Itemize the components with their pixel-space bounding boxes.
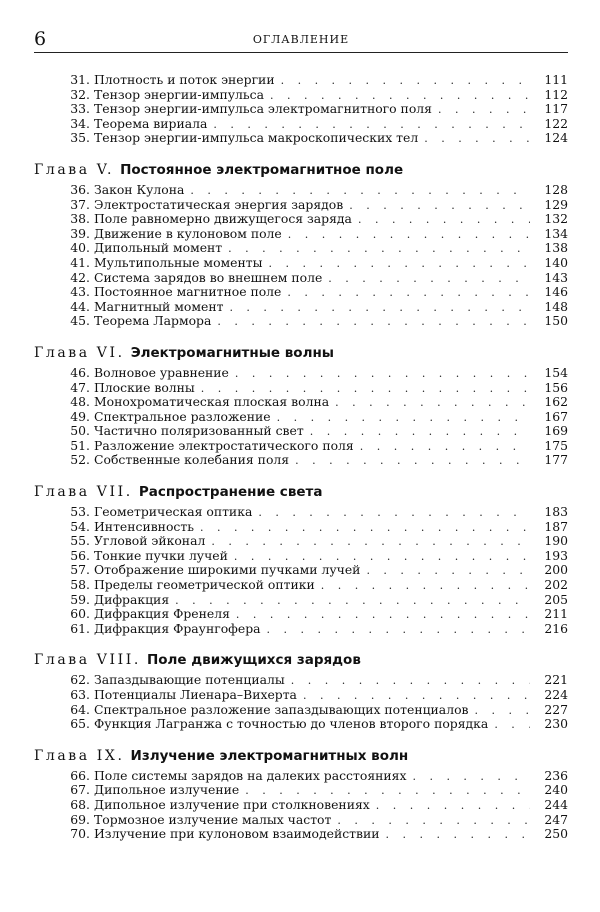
entry-number: 44. bbox=[70, 298, 90, 314]
toc-entry[interactable] bbox=[34, 688, 568, 703]
entry-page: 224 bbox=[544, 687, 568, 702]
toc-entry[interactable] bbox=[34, 578, 568, 593]
entry-number: 37. bbox=[70, 196, 90, 212]
running-head: ОГЛАВЛЕНИЕ bbox=[252, 33, 350, 46]
entry-number: 69. bbox=[70, 811, 90, 827]
entry-number: 45. bbox=[70, 313, 90, 329]
dot-leader bbox=[438, 103, 530, 118]
entry-number: 41. bbox=[70, 254, 90, 270]
chapter-label: Глава IX. bbox=[34, 747, 125, 764]
entry-number: 34. bbox=[70, 115, 90, 131]
entry-title: Поле равномерно движущегося заряда bbox=[94, 211, 352, 227]
entry-page: 154 bbox=[544, 364, 568, 380]
entry-page: 187 bbox=[544, 518, 568, 534]
dot-leader bbox=[349, 199, 530, 214]
chapter-label: Глава V. bbox=[34, 161, 115, 178]
dot-leader bbox=[258, 506, 530, 521]
entry-title: Дипольное излучение bbox=[94, 782, 240, 798]
entry-number: 66. bbox=[70, 767, 90, 783]
entry-page: 240 bbox=[544, 782, 568, 798]
toc-entry[interactable] bbox=[34, 622, 568, 637]
entry-title: Монохроматическая плоская волна bbox=[94, 394, 330, 410]
toc-entry[interactable] bbox=[34, 241, 568, 256]
entry-title: Отображение широкими пучками лучей bbox=[94, 562, 361, 578]
page-header bbox=[34, 28, 568, 53]
toc-entry[interactable] bbox=[34, 314, 568, 329]
entry-page: 193 bbox=[544, 547, 568, 563]
entry-page: 200 bbox=[544, 562, 568, 578]
toc-entry[interactable] bbox=[34, 212, 568, 227]
toc-entry[interactable] bbox=[34, 520, 568, 535]
entry-page: 236 bbox=[544, 767, 568, 783]
dot-leader bbox=[360, 440, 530, 455]
entry-number: 39. bbox=[70, 225, 90, 241]
entry-title: Плоские волны bbox=[94, 379, 195, 395]
entry-number: 55. bbox=[70, 533, 90, 549]
entry-title: Угловой эйконал bbox=[94, 533, 206, 549]
toc-entry[interactable] bbox=[34, 593, 568, 608]
entry-page: 167 bbox=[544, 408, 568, 424]
entry-page: 183 bbox=[544, 504, 568, 520]
entry-page: 112 bbox=[544, 86, 568, 102]
chapter-heading bbox=[34, 159, 568, 182]
entry-number: 67. bbox=[70, 782, 90, 798]
entry-page: 122 bbox=[544, 115, 568, 131]
entry-number: 64. bbox=[70, 701, 90, 717]
toc-entry[interactable] bbox=[34, 673, 568, 688]
entry-title: Геометрическая оптика bbox=[94, 504, 253, 520]
entry-page: 244 bbox=[544, 796, 568, 812]
entry-number: 50. bbox=[70, 423, 90, 439]
entry-number: 58. bbox=[70, 577, 90, 593]
dot-leader bbox=[211, 535, 530, 550]
toc-entry[interactable] bbox=[34, 381, 568, 396]
entry-title: Дипольное излучение при столкновениях bbox=[94, 796, 370, 812]
entry-number: 61. bbox=[70, 620, 90, 636]
dot-leader bbox=[424, 132, 530, 147]
chapter-title: Излучение электромагнитных волн bbox=[130, 747, 409, 764]
entry-page: 146 bbox=[544, 284, 568, 300]
entry-title: Закон Кулона bbox=[94, 181, 185, 197]
entry-title: Потенциалы Лиенара–Вихерта bbox=[94, 687, 297, 702]
toc-entry[interactable] bbox=[34, 424, 568, 439]
entry-page: 129 bbox=[544, 196, 568, 212]
entry-page: 150 bbox=[544, 313, 568, 329]
dot-leader bbox=[287, 286, 530, 301]
entry-page: 247 bbox=[544, 811, 568, 827]
toc-entry[interactable] bbox=[34, 549, 568, 564]
entry-title: Дифракция bbox=[94, 591, 170, 607]
entry-title: Тормозное излучение малых частот bbox=[94, 811, 332, 827]
dot-leader bbox=[376, 799, 530, 814]
toc-entry[interactable] bbox=[34, 300, 568, 315]
dot-leader bbox=[229, 301, 530, 316]
toc-entry[interactable] bbox=[34, 798, 568, 813]
table-of-contents bbox=[34, 73, 568, 842]
dot-leader bbox=[321, 579, 530, 594]
entry-title: Тензор энергии-импульса макроскопических тел bbox=[94, 130, 419, 146]
entry-number: 31. bbox=[70, 72, 90, 87]
dot-leader bbox=[366, 564, 530, 579]
toc-entry[interactable] bbox=[34, 563, 568, 578]
toc-entry[interactable] bbox=[34, 88, 568, 103]
chapter-title: Поле движущихся зарядов bbox=[146, 652, 361, 669]
toc-entry[interactable] bbox=[34, 505, 568, 520]
entry-title: Разложение электростатического поля bbox=[94, 437, 354, 453]
entry-title: Теорема вириала bbox=[94, 115, 208, 131]
dot-leader bbox=[200, 521, 530, 536]
toc-entry[interactable] bbox=[34, 102, 568, 117]
entry-title: Тонкие пучки лучей bbox=[94, 547, 228, 563]
toc-entry[interactable] bbox=[34, 534, 568, 549]
entry-number: 54. bbox=[70, 518, 90, 534]
toc-entry[interactable] bbox=[34, 783, 568, 798]
dot-leader bbox=[236, 608, 530, 623]
toc-entry[interactable] bbox=[34, 827, 568, 842]
toc-entry[interactable] bbox=[34, 395, 568, 410]
entry-title: Теорема Лармора bbox=[94, 313, 212, 329]
entry-page: 162 bbox=[544, 394, 568, 410]
dot-leader bbox=[281, 74, 530, 89]
dot-leader bbox=[277, 411, 530, 426]
entry-title: Функция Лагранжа с точностью до членов второго порядка bbox=[94, 716, 489, 732]
entry-page: 177 bbox=[544, 452, 568, 468]
entry-title: Электростатическая энергия зарядов bbox=[94, 196, 344, 212]
dot-leader bbox=[295, 454, 530, 469]
toc-entry[interactable] bbox=[34, 271, 568, 286]
chapter-heading bbox=[34, 649, 568, 672]
entry-title: Постоянное магнитное поле bbox=[94, 284, 282, 300]
entry-title: Спектральное разложение bbox=[94, 408, 271, 424]
toc-entry[interactable] bbox=[34, 410, 568, 425]
toc-entry[interactable] bbox=[34, 366, 568, 381]
chapter-heading bbox=[34, 745, 568, 768]
entry-title: Интенсивность bbox=[94, 518, 194, 534]
entry-number: 63. bbox=[70, 687, 90, 702]
toc-entry[interactable] bbox=[34, 117, 568, 132]
entry-page: 117 bbox=[544, 101, 568, 117]
entry-page: 202 bbox=[544, 577, 568, 593]
entry-number: 49. bbox=[70, 408, 90, 424]
entry-number: 32. bbox=[70, 86, 90, 102]
entry-page: 128 bbox=[544, 181, 568, 197]
entry-title: Пределы геометрической оптики bbox=[94, 577, 315, 593]
dot-leader bbox=[328, 272, 530, 287]
entry-number: 38. bbox=[70, 211, 90, 227]
entry-page: 230 bbox=[544, 716, 568, 732]
entry-number: 60. bbox=[70, 606, 90, 622]
chapter-heading bbox=[34, 481, 568, 504]
entry-number: 68. bbox=[70, 796, 90, 812]
chapter-label: Глава VI. bbox=[34, 344, 125, 361]
dot-leader bbox=[288, 228, 530, 243]
entry-title: Собственные колебания поля bbox=[94, 452, 290, 468]
entry-title: Тензор энергии-импульса электромагнитного поля bbox=[94, 101, 432, 117]
toc-entry[interactable] bbox=[34, 183, 568, 198]
entry-page: 138 bbox=[544, 240, 568, 256]
dot-leader bbox=[386, 828, 530, 843]
dot-leader bbox=[228, 242, 530, 257]
dot-leader bbox=[267, 623, 530, 638]
entry-number: 42. bbox=[70, 269, 90, 285]
toc-entry[interactable] bbox=[34, 131, 568, 146]
toc-entry[interactable] bbox=[34, 813, 568, 828]
dot-leader bbox=[412, 770, 530, 785]
entry-page: 132 bbox=[544, 211, 568, 227]
entry-title: Излучение при кулоновом взаимодействии bbox=[94, 826, 380, 842]
entry-page: 156 bbox=[544, 379, 568, 395]
entry-title: Магнитный момент bbox=[94, 298, 224, 314]
dot-leader bbox=[335, 396, 530, 411]
entry-number: 62. bbox=[70, 672, 90, 688]
dot-leader bbox=[291, 674, 530, 689]
entry-number: 59. bbox=[70, 591, 90, 607]
entry-number: 51. bbox=[70, 437, 90, 453]
entry-title: Мультипольные моменты bbox=[94, 254, 263, 270]
entry-page: 190 bbox=[544, 533, 568, 549]
chapter-heading bbox=[34, 342, 568, 365]
dot-leader bbox=[217, 315, 530, 330]
entry-title: Спектральное разложение запаздывающих потенциалов bbox=[94, 701, 469, 717]
toc-entry[interactable] bbox=[34, 607, 568, 622]
entry-page: 221 bbox=[544, 672, 568, 688]
entry-number: 35. bbox=[70, 130, 90, 146]
toc-entry[interactable] bbox=[34, 439, 568, 454]
chapter-label: Глава VII. bbox=[34, 484, 133, 501]
entry-number: 36. bbox=[70, 181, 90, 197]
entry-title: Частично поляризованный свет bbox=[94, 423, 304, 439]
chapter-title: Постоянное электромагнитное поле bbox=[120, 161, 404, 178]
entry-page: 124 bbox=[544, 130, 568, 146]
entry-number: 33. bbox=[70, 101, 90, 117]
toc-entry[interactable] bbox=[34, 703, 568, 718]
entry-number: 43. bbox=[70, 284, 90, 300]
entry-number: 47. bbox=[70, 379, 90, 395]
toc-entry[interactable] bbox=[34, 198, 568, 213]
entry-number: 46. bbox=[70, 364, 90, 380]
entry-page: 205 bbox=[544, 591, 568, 607]
entry-number: 40. bbox=[70, 240, 90, 256]
page-number: 6 bbox=[34, 28, 47, 50]
entry-page: 211 bbox=[544, 606, 568, 622]
entry-title: Плотность и поток энергии bbox=[94, 72, 275, 87]
entry-title: Тензор энергии-импульса bbox=[94, 86, 264, 102]
entry-number: 53. bbox=[70, 504, 90, 520]
entry-page: 143 bbox=[544, 269, 568, 285]
toc-entry[interactable] bbox=[34, 453, 568, 468]
entry-title: Дифракция Фраунгофера bbox=[94, 620, 261, 636]
entry-number: 57. bbox=[70, 562, 90, 578]
chapter-title: Электромагнитные волны bbox=[130, 344, 335, 361]
toc-entry[interactable] bbox=[34, 285, 568, 300]
entry-page: 169 bbox=[544, 423, 568, 439]
entry-page: 140 bbox=[544, 254, 568, 270]
entry-number: 52. bbox=[70, 452, 90, 468]
toc-entry[interactable] bbox=[34, 227, 568, 242]
entry-page: 227 bbox=[544, 701, 568, 717]
entry-title: Волновое уравнение bbox=[94, 364, 229, 380]
dot-leader bbox=[358, 213, 530, 228]
entry-page: 216 bbox=[544, 620, 568, 636]
entry-page: 175 bbox=[544, 437, 568, 453]
entry-page: 250 bbox=[544, 826, 568, 842]
dot-leader bbox=[494, 718, 530, 733]
entry-number: 65. bbox=[70, 716, 90, 732]
entry-number: 48. bbox=[70, 394, 90, 410]
entry-title: Дипольный момент bbox=[94, 240, 223, 256]
toc-entry[interactable] bbox=[34, 256, 568, 271]
entry-page: 111 bbox=[544, 72, 568, 87]
toc-entry[interactable] bbox=[34, 73, 568, 88]
entry-title: Дифракция Френеля bbox=[94, 606, 230, 622]
entry-title: Система зарядов во внешнем поле bbox=[94, 269, 323, 285]
entry-title: Запаздывающие потенциалы bbox=[94, 672, 285, 688]
entry-page: 134 bbox=[544, 225, 568, 241]
entry-page: 148 bbox=[544, 298, 568, 314]
toc-entry[interactable] bbox=[34, 769, 568, 784]
dot-leader bbox=[235, 367, 530, 382]
entry-number: 56. bbox=[70, 547, 90, 563]
entry-title: Движение в кулоновом поле bbox=[94, 225, 282, 241]
entry-number: 70. bbox=[70, 826, 90, 842]
toc-entry[interactable] bbox=[34, 717, 568, 732]
entry-title: Поле системы зарядов на далеких расстояниях bbox=[94, 767, 407, 783]
chapter-title: Распространение света bbox=[138, 484, 323, 501]
chapter-label: Глава VIII. bbox=[34, 652, 141, 669]
